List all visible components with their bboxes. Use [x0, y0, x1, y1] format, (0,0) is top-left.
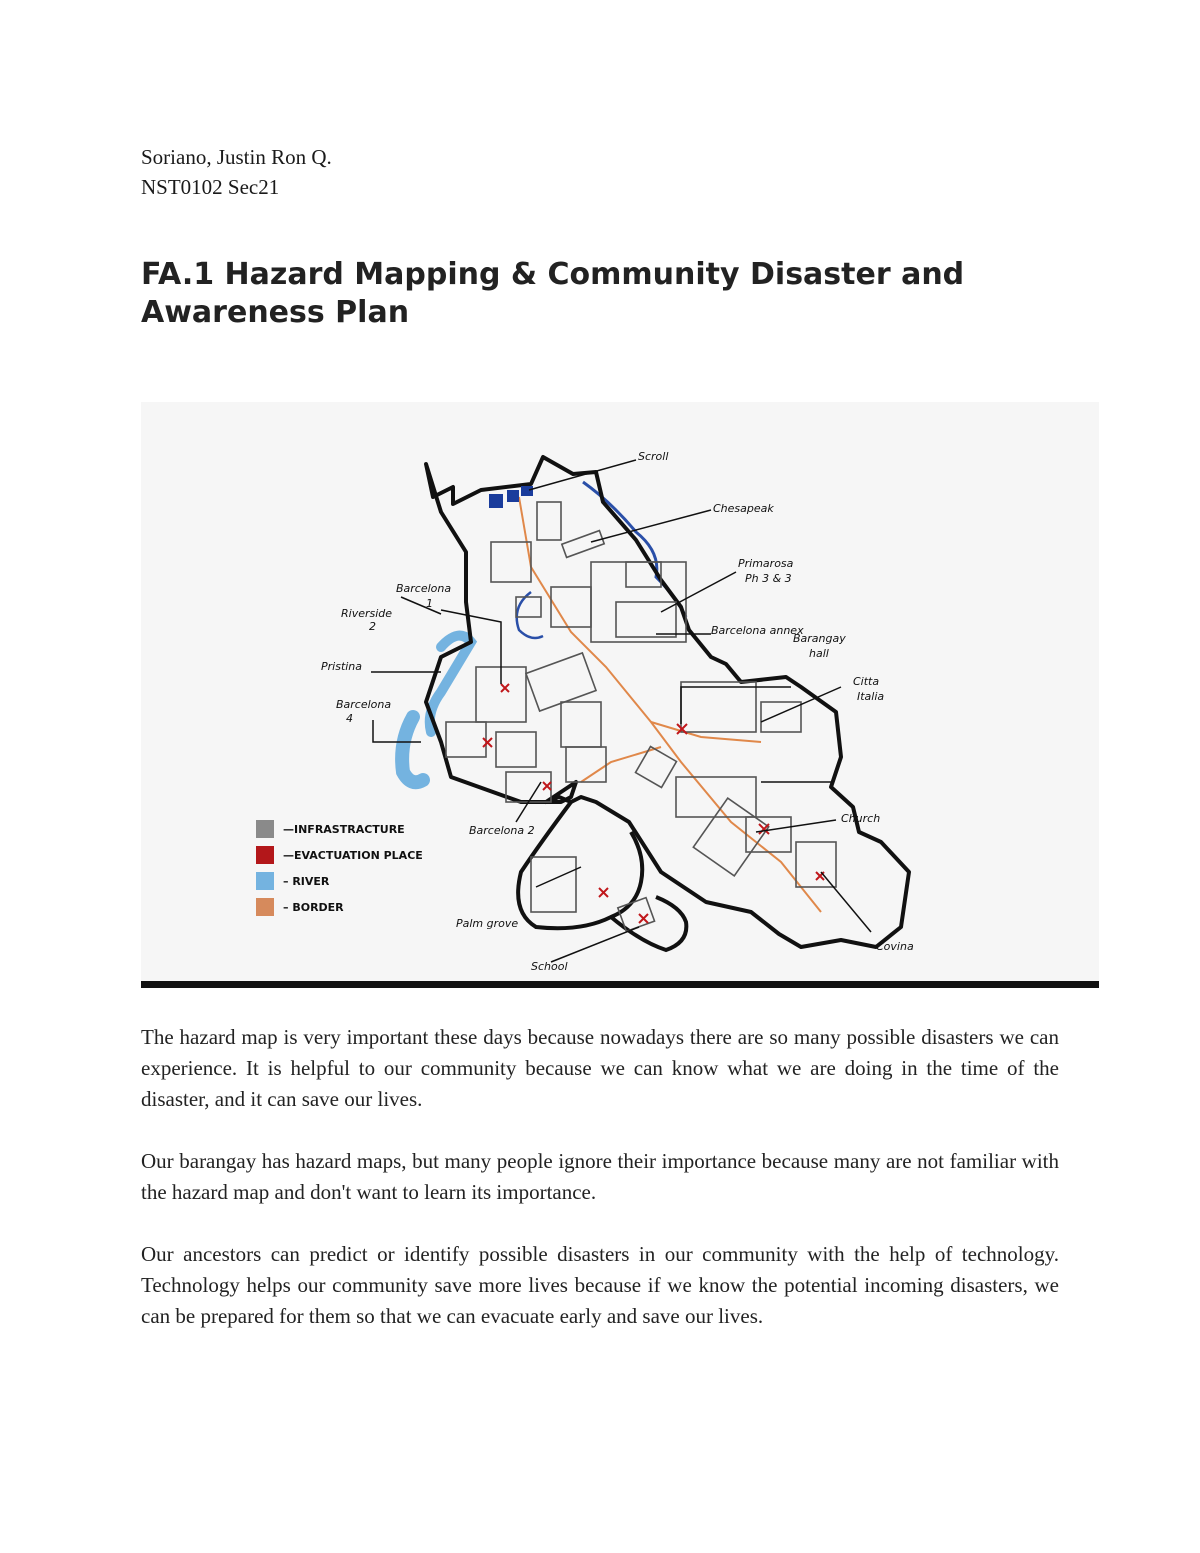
label-covina: Covina	[876, 940, 914, 953]
legend-label-1: —EVACTUATION PLACE	[283, 849, 423, 862]
label-chesapeak: Chesapeak	[713, 502, 774, 515]
label-primarosa: Primarosa	[738, 557, 794, 570]
label-primarosa-sub: Ph 3 & 3	[745, 572, 792, 585]
label-barcelona-annex: Barcelona annex	[711, 624, 804, 637]
road-west	[581, 747, 661, 782]
label-italia: Italia	[857, 690, 885, 703]
author-name: Soriano, Justin Ron Q.	[141, 145, 332, 169]
label-barangay-hall: Barangay	[793, 632, 846, 645]
label-barcelona-4: Barcelona	[336, 698, 392, 711]
river-southwest	[402, 717, 423, 782]
legend-label-2: – RIVER	[283, 875, 330, 888]
hazard-map-drawing	[141, 402, 1099, 982]
label-school: School	[531, 960, 568, 973]
label-citta: Citta	[853, 675, 880, 688]
label-palm-grove: Palm grove	[456, 917, 519, 930]
label-church: Church	[841, 812, 881, 825]
creek-west	[517, 592, 543, 638]
label-barcelona-2: Barcelona 2	[469, 824, 535, 837]
label-riverside: Riverside	[341, 607, 393, 620]
legend-swatch-2	[256, 872, 274, 890]
label-barcelona-4-num: 4	[346, 712, 353, 725]
navy-block-2	[507, 490, 519, 502]
label-scroll: Scroll	[638, 450, 669, 463]
legend-label-3: – BORDER	[283, 901, 344, 914]
river-west	[430, 636, 471, 732]
creek	[583, 482, 686, 617]
map-legend	[256, 820, 423, 916]
course-section: NST0102 Sec21	[141, 175, 280, 199]
legend-swatch-0	[256, 820, 274, 838]
label-riverside-num: 2	[369, 620, 376, 633]
label-pristina: Pristina	[321, 660, 363, 673]
legend-swatch-3	[256, 898, 274, 916]
navy-block-3	[521, 486, 533, 496]
navy-block-1	[489, 494, 503, 508]
legend-swatch-1	[256, 846, 274, 864]
legend-label-0: —INFRASTRACTURE	[283, 823, 405, 836]
page-title: FA.1 Hazard Mapping & Community Disaster and Awareness Plan	[141, 257, 965, 330]
hazard-map-figure	[141, 402, 1099, 988]
paragraph-3: Our ancestors can predict or identify possible disasters in our community with the help of technology. Technology helps our community save more lives because if we know the potential incoming disasters, we can be prepared for them so that we can evacuate early and save our lives.	[141, 1242, 1059, 1328]
label-barcelona-1: Barcelona	[396, 582, 452, 595]
label-barangay-hall-sub: hall	[809, 647, 829, 660]
figure-bottom-rule	[141, 981, 1099, 988]
paragraph-2: Our barangay has hazard maps, but many people ignore their importance because many are not familiar with the hazard map and don't want to learn its importance.	[141, 1149, 1059, 1204]
label-barcelona-1-num: 1	[426, 597, 433, 610]
paragraph-1: The hazard map is very important these days because nowadays there are so many possible disasters we can experience. It is helpful to our community because we can know what we are doing in the time of the disaster, and it can save our lives.	[141, 1025, 1059, 1111]
